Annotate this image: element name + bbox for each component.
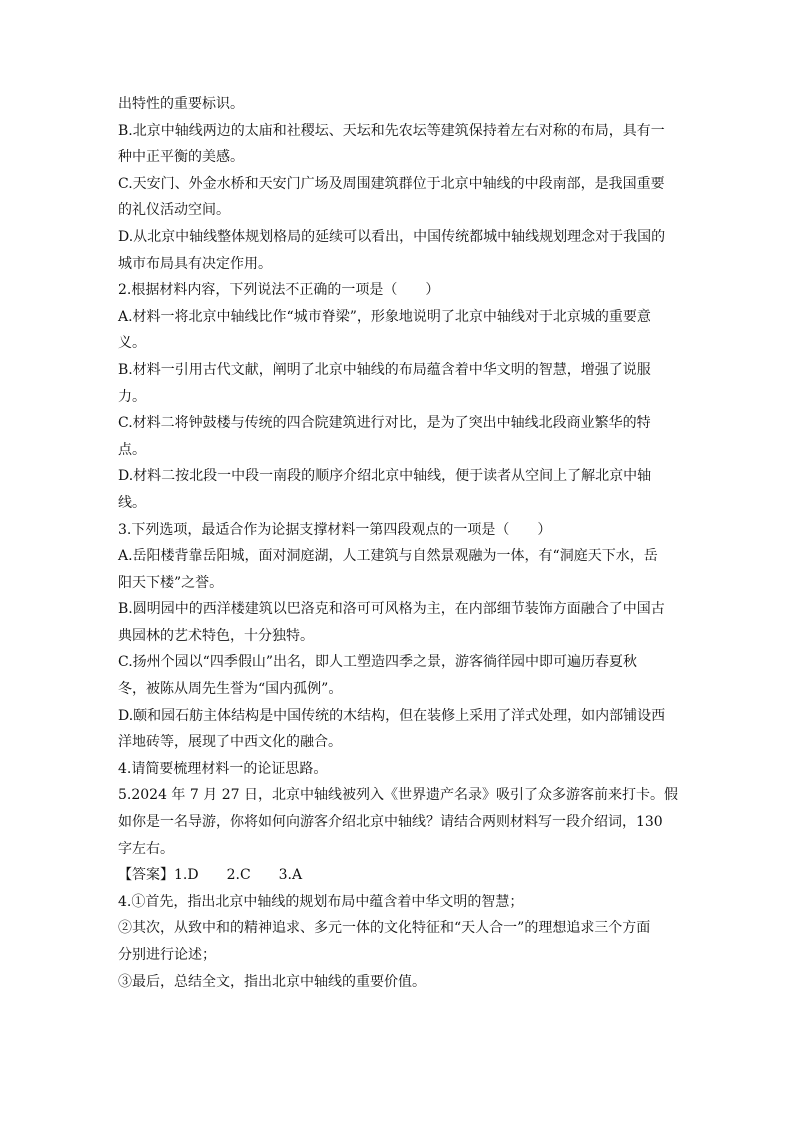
option-c-line: C.材料二将钟鼓楼与传统的四合院建筑进行对比，是为了突出中轴线北段商业繁华的特 — [118, 415, 651, 432]
text-line: 冬，被陈从周先生誉为“国内孤例”。 — [118, 681, 343, 698]
answer-4-step-1: 4.①首先，指出北京中轴线的规划布局中蕴含着中华文明的智慧； — [118, 893, 524, 910]
text-line: 阳天下楼”之誉。 — [118, 574, 224, 591]
text-line: 点。 — [118, 441, 146, 458]
answer-4-step-2: ②其次，从致中和的精神追求、多元一体的文化特征和“天人合一”的理想追求三个方面 — [118, 920, 651, 937]
text-line: 城市布局具有决定作用。 — [118, 255, 272, 272]
text-line: 线。 — [118, 494, 146, 511]
option-c-line: C.天安门、外金水桥和天安门广场及周围建筑群位于北京中轴线的中段南部，是我国重要 — [118, 175, 665, 192]
answer-4-step-3: ③最后，总结全文，指出北京中轴线的重要价值。 — [118, 973, 426, 990]
option-d-line: D.材料二按北段一中段一南段的顺序介绍北京中轴线，便于读者从空间上了解北京中轴 — [118, 468, 652, 485]
text-line: 如你是一名导游，你将如何向游客介绍北京中轴线？请结合两则材料写一段介绍词，130 — [118, 814, 663, 831]
text-line: 分别进行论述； — [118, 947, 216, 963]
text-line: 种中正平衡的美感。 — [118, 149, 244, 166]
text-line: 的礼仪活动空间。 — [118, 202, 230, 219]
option-a-line: A.材料一将北京中轴线比作“城市脊梁”，形象地说明了北京中轴线对于北京城的重要意 — [118, 308, 651, 325]
option-b-line: B.北京中轴线两边的太庙和社稷坛、天坛和先农坛等建筑保持着左右对称的布局，具有一 — [118, 122, 665, 139]
document-page — [118, 91, 678, 995]
question-3: 3.下列选项，最适合作为论据支撑材料一第四段观点的一项是（ ） — [118, 521, 552, 538]
option-b-line: B.材料一引用古代文献，阐明了北京中轴线的布局蕴含着中华文明的智慧，增强了说服 — [118, 361, 651, 378]
question-5: 5.2024 年 7 月 27 日，北京中轴线被列入《世界遗产名录》吸引了众多游客前来打卡。假 — [118, 787, 678, 804]
text-line: 出特性的重要标识。 — [118, 96, 244, 112]
text-line: 力。 — [118, 388, 146, 405]
answer-key: 【答案】1.D 2.C 3.A — [118, 867, 303, 884]
option-d-line: D.从北京中轴线整体规划格局的延续可以看出，中国传统都城中轴线规划理念对于我国的 — [118, 228, 666, 245]
text-line: 洋地砖等，展现了中西文化的融合。 — [118, 734, 342, 751]
text-line: 义。 — [118, 335, 146, 352]
text-line: 典园林的艺术特色，十分独特。 — [118, 627, 314, 644]
text-line: 字左右。 — [118, 840, 174, 857]
question-4: 4.请简要梳理材料一的论证思路。 — [118, 760, 328, 777]
option-c-line: C.扬州个园以“四季假山”出名，即人工塑造四季之景，游客徜徉园中即可遍历春夏秋 — [118, 654, 637, 671]
question-2: 2.根据材料内容，下列说法不正确的一项是（ ） — [118, 282, 440, 299]
option-d-line: D.颐和园石舫主体结构是中国传统的木结构，但在装修上采用了洋式处理，如内部铺设西 — [118, 707, 666, 724]
option-a-line: A.岳阳楼背靠岳阳城，面对洞庭湖，人工建筑与自然景观融为一体，有“洞庭天下水，岳 — [118, 548, 658, 565]
option-b-line: B.圆明园中的西洋楼建筑以巴洛克和洛可可风格为主，在内部细节装饰方面融合了中国古 — [118, 601, 665, 618]
